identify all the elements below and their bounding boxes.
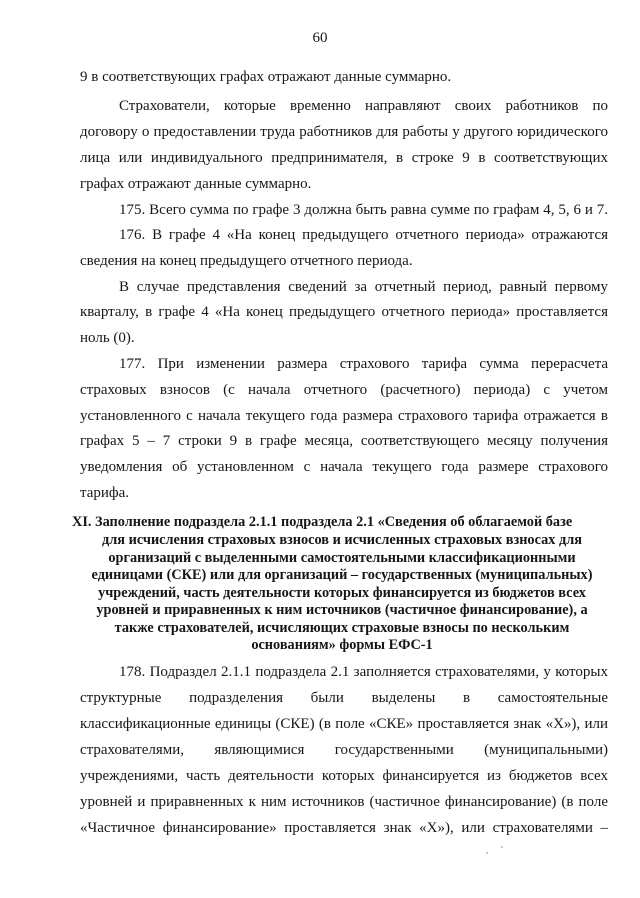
section-heading-line: также страхователей, исчисляющих страховые взносы по нескольким xyxy=(114,620,570,636)
section-heading-line: для исчисления страховых взносов и исчисленных страховых взносах для xyxy=(102,532,582,548)
section-heading-line: организаций с выделенными самостоятельными классификационными xyxy=(108,550,576,566)
paragraph-line: 175. Всего сумма по графе 3 должна быть равна сумме по графам 4, 5, 6 и 7. xyxy=(119,202,608,218)
paragraph-line: 178. Подраздел 2.1.1 подраздела 2.1 заполняется страхователями, у которых xyxy=(119,664,608,680)
paragraph-line: договору о предоставлении труда работников для работы у другого юридического xyxy=(80,124,608,140)
paragraph-line: В случае представления сведений за отчетный период, равный первому xyxy=(119,279,608,295)
section-heading-line: учреждений, часть деятельности которых финансируется из бюджетов всех xyxy=(98,585,586,601)
paragraph-line: уведомления об установленном с начала текущего года размере страхового xyxy=(80,459,608,475)
scan-speck xyxy=(486,852,488,854)
paragraph-line: уровней и приравненных к ним источников (частичное финансирование) (в поле xyxy=(80,794,608,810)
paragraph-line: кварталу, в графе 4 «На конец предыдущего отчетного периода» проставляется xyxy=(80,304,608,320)
paragraph-line: установленного с начала текущего года размера страхового тарифа отражается в xyxy=(80,408,608,424)
paragraph-line: учреждениями, часть деятельности которых финансируется из бюджетов всех xyxy=(80,768,608,784)
paragraph-line: страхователями, являющимися государственными (муниципальными) xyxy=(80,742,608,758)
scan-speck xyxy=(501,846,503,848)
paragraph-line: 9 в соответствующих графах отражают данные суммарно. xyxy=(80,69,452,85)
paragraph-line: 176. В графе 4 «На конец предыдущего отчетного периода» отражаются xyxy=(119,227,608,243)
page-number: 60 xyxy=(312,30,328,46)
section-heading-line: единицами (СКЕ) или для организаций – государственных (муниципальных) xyxy=(91,567,593,583)
paragraph-line: лица или индивидуального предпринимателя, в строке 9 в соответствующих xyxy=(80,150,608,166)
paragraph-line: сведения на конец предыдущего отчетного периода. xyxy=(80,253,413,269)
paragraph-line: графах 5 – 7 строки 9 в графе месяца, соответствующего месяцу получения xyxy=(80,433,608,449)
paragraph-line: ноль (0). xyxy=(80,330,135,346)
paragraph-line: 177. При изменении размера страхового тарифа сумма перерасчета xyxy=(119,356,608,372)
paragraph-line: тарифа. xyxy=(80,485,130,501)
paragraph-line: графах отражают данные суммарно. xyxy=(80,176,312,192)
paragraph-line: страховых взносов (с начала отчетного (расчетного) периода) с учетом xyxy=(80,382,608,398)
paragraph-line: «Частичное финансирование» проставляется знак «Х»), или страхователями – xyxy=(80,820,608,836)
section-heading-line: уровней и приравненных к ним источников (частичное финансирование), а xyxy=(96,602,588,618)
section-heading-line: основаниям» формы ЕФС-1 xyxy=(251,637,433,653)
paragraph-line: структурные подразделения были выделены в самостоятельные xyxy=(80,690,608,706)
paragraph-line: классификационные единицы (СКЕ) (в поле «СКЕ» проставляется знак «Х»), или xyxy=(80,716,608,732)
section-heading-line: XI. Заполнение подраздела 2.1.1 подраздела 2.1 «Сведения об облагаемой базе xyxy=(72,514,573,530)
paragraph-line: Страхователи, которые временно направляют своих работников по xyxy=(119,98,608,114)
